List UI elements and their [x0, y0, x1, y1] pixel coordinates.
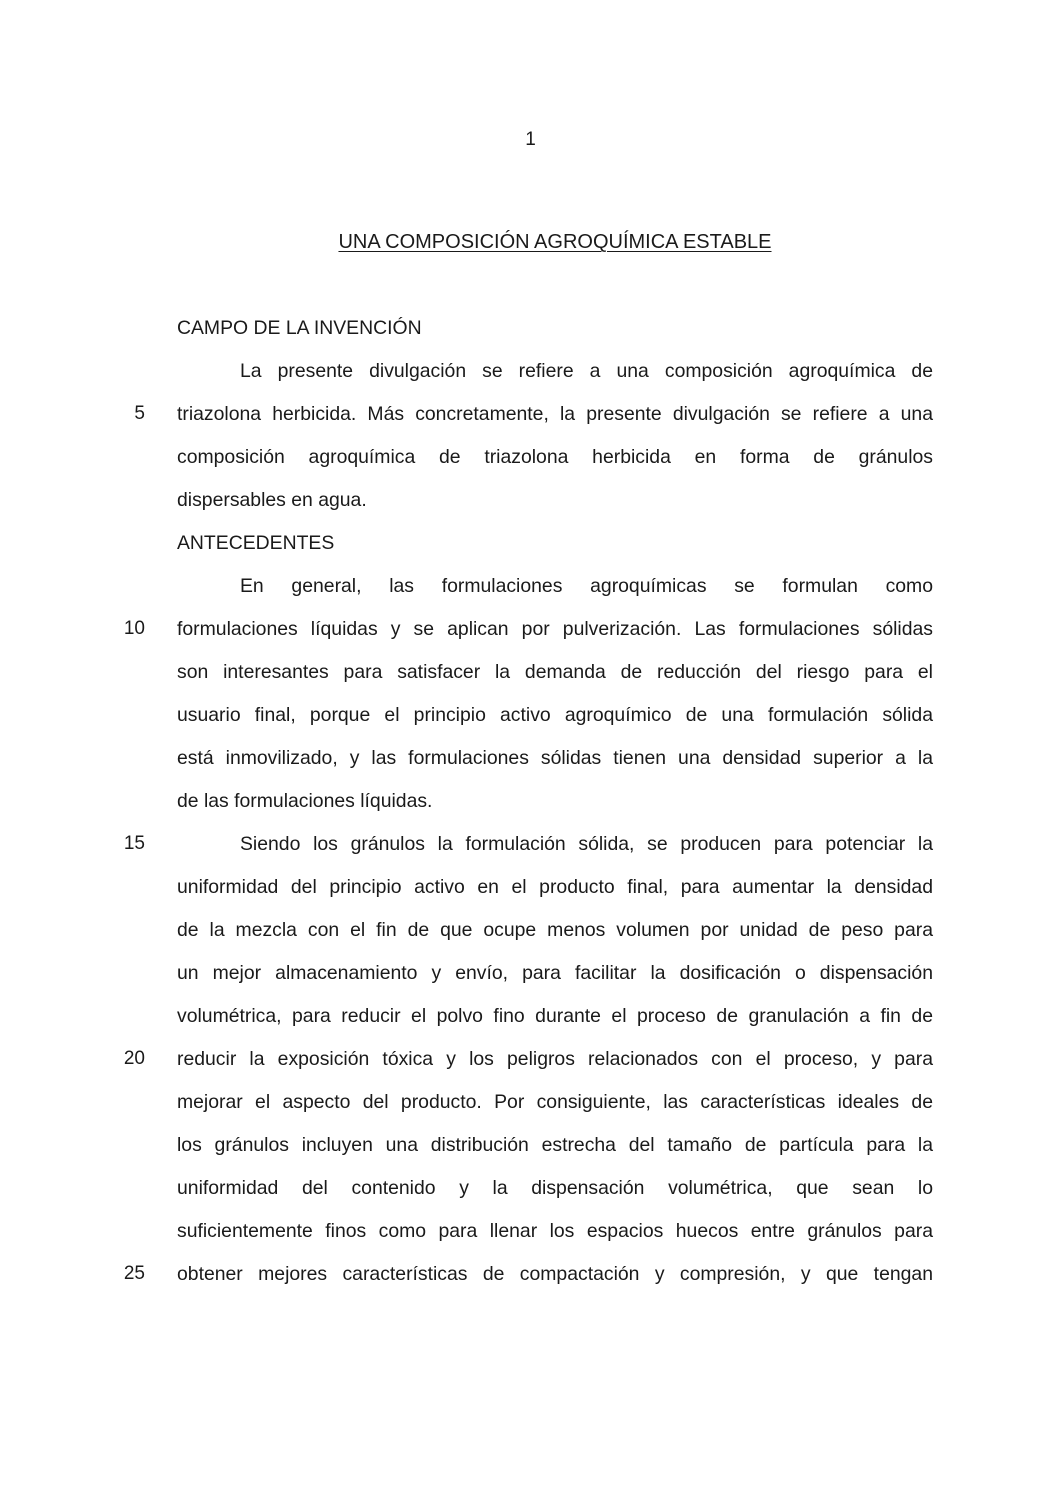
line-number: 20: [123, 1048, 145, 1069]
paragraph-line: de las formulaciones líquidas.: [177, 790, 433, 812]
paragraph-line: reducir la exposición tóxica y los peligros relacionados con el proceso, y para: [177, 1048, 933, 1070]
paragraph-line: En general, las formulaciones agroquímicas se formulan como: [240, 575, 933, 597]
section-heading-field: CAMPO DE LA INVENCIÓN: [177, 317, 422, 339]
line-number: 15: [123, 833, 145, 854]
paragraph-line: está inmovilizado, y las formulaciones sólidas tienen una densidad superior a la: [177, 747, 933, 769]
paragraph-line: composición agroquímica de triazolona herbicida en forma de gránulos: [177, 446, 933, 468]
paragraph-line: suficientemente finos como para llenar los espacios huecos entre gránulos para: [177, 1220, 933, 1242]
paragraph-line: triazolona herbicida. Más concretamente, la presente divulgación se refiere a una: [177, 403, 933, 425]
paragraph-line: dispersables en agua.: [177, 489, 367, 511]
paragraph-line: obtener mejores características de compactación y compresión, y que tengan: [177, 1263, 933, 1285]
line-number: 25: [123, 1263, 145, 1284]
paragraph-line: de la mezcla con el fin de que ocupe menos volumen por unidad de peso para: [177, 919, 933, 941]
paragraph-line: Siendo los gránulos la formulación sólida, se producen para potenciar la: [240, 833, 933, 855]
paragraph-line: son interesantes para satisfacer la demanda de reducción del riesgo para el: [177, 661, 933, 683]
document-title: UNA COMPOSICIÓN AGROQUÍMICA ESTABLE: [338, 231, 772, 253]
paragraph-line: mejorar el aspecto del producto. Por consiguiente, las características ideales de: [177, 1091, 933, 1113]
paragraph-line: uniformidad del principio activo en el producto final, para aumentar la densidad: [177, 876, 933, 898]
paragraph-line: volumétrica, para reducir el polvo fino durante el proceso de granulación a fin de: [177, 1005, 933, 1027]
paragraph-line: los gránulos incluyen una distribución estrecha del tamaño de partícula para la: [177, 1134, 933, 1156]
page-number: 1: [525, 129, 536, 150]
paragraph-line: formulaciones líquidas y se aplican por pulverización. Las formulaciones sólidas: [177, 618, 933, 640]
paragraph-line: un mejor almacenamiento y envío, para facilitar la dosificación o dispensación: [177, 962, 933, 984]
line-number: 10: [123, 618, 145, 639]
paragraph-line: usuario final, porque el principio activo agroquímico de una formulación sólida: [177, 704, 933, 726]
paragraph-line: uniformidad del contenido y la dispensación volumétrica, que sean lo: [177, 1177, 933, 1199]
line-number: 5: [134, 403, 145, 424]
paragraph-line: La presente divulgación se refiere a una composición agroquímica de: [240, 360, 933, 382]
section-heading-background: ANTECEDENTES: [177, 532, 335, 554]
